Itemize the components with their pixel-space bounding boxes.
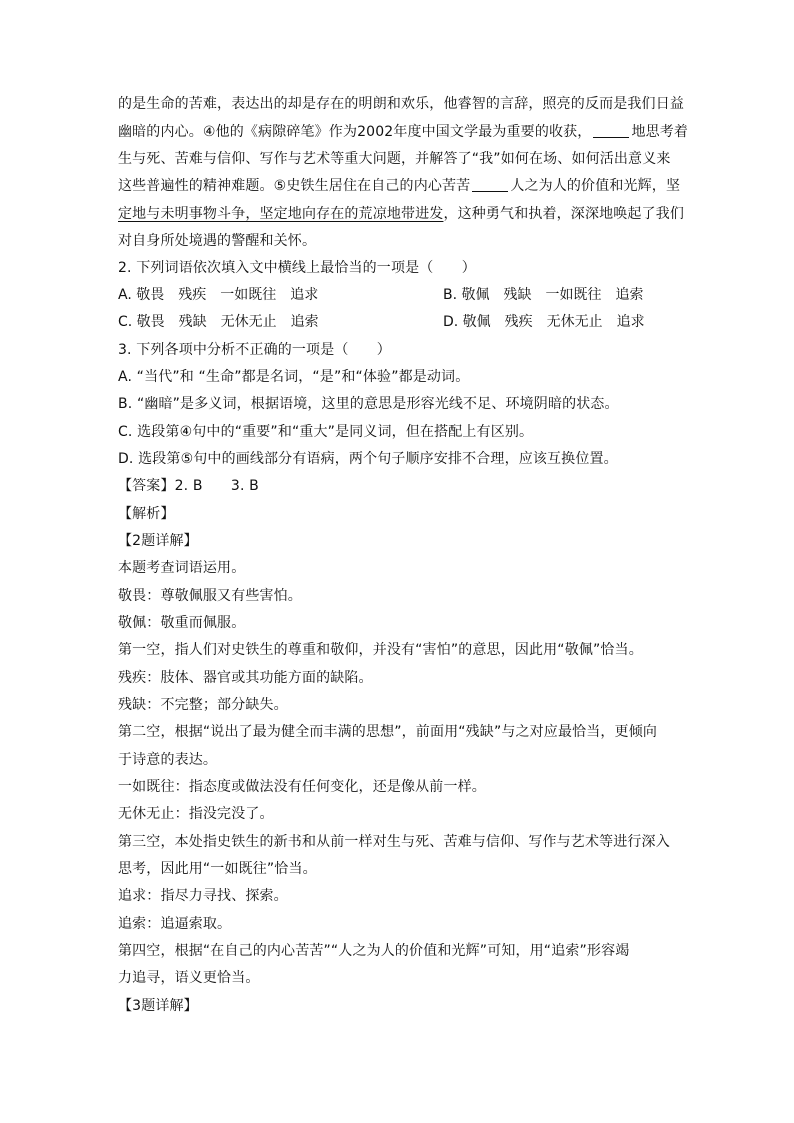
answer-line: 【答案】2. B 3. B (118, 478, 259, 494)
explanation-line: 敬畏：尊敬佩服又有些害怕。 (118, 588, 302, 604)
passage-line (118, 122, 689, 142)
option-a: A. “当代”和 “生命”都是名词，“是”和“体验”都是动词。 (118, 369, 470, 385)
passage-text: 的是生命的苦难，表达出的却是存在的明朗和欢乐，他睿智的言辞，照亮的反而是我们日益 (118, 96, 684, 112)
explanation-line: 一如既往：指态度或做法没有任何变化，还是像从前一样。 (118, 779, 486, 795)
explanation-line: 无休无止：指没完没了。 (118, 806, 274, 822)
question-2-detail-heading: 【2题详解】 (118, 533, 198, 549)
explanation-line: 第三空，本处指史铁生的新书和从前一样对生与死、苦难与信仰、写作与艺术等进行深入 (118, 834, 670, 850)
question-2-options-row-1 (0, 285, 794, 305)
explanation-line: 追索：追逼索取。 (118, 916, 232, 932)
passage-text: 人之为人的价值和光辉，坚 (510, 178, 681, 194)
passage-text: 这些普遍性的精神难题。⑤史铁生居住在自己的内心苦苦 (118, 178, 471, 194)
option-b: B. “幽暗”是多义词，根据语境，这里的意思是形容光线不足、环境阴暗的状态。 (118, 396, 619, 412)
explanation-line: 第四空，根据“在自己的内心苦苦”“人之为人的价值和光辉”可知，用“追索”形容竭 (118, 943, 630, 959)
analysis-heading: 【解析】 (118, 506, 175, 522)
option-c: C. 敬畏 残缺 无休无止 追索 (118, 314, 319, 330)
explanation-line: 追求：指尽力寻找、探索。 (118, 888, 288, 904)
option-d: D. 敬佩 残疾 无休无止 追求 (443, 314, 645, 330)
passage-line (118, 176, 681, 196)
underlined-sentence: 定地与未明事物斗争，坚定地向存在的荒凉地带进发 (118, 206, 444, 222)
fill-blank (472, 177, 508, 192)
option-c: C. 选段第④句中的“重要”和“重大”是同义词，但在搭配上有区别。 (118, 424, 534, 440)
explanation-line: 思考，因此用“一如既往”恰当。 (118, 861, 317, 877)
explanation-line: 残疾：肢体、器官或其功能方面的缺陷。 (118, 670, 373, 686)
explanation-line: 于诗意的表达。 (118, 752, 218, 768)
passage-text: 生与死、苦难与信仰、写作与艺术等重大问题，并解答了“我”如何在场、如何活出意义来 (118, 151, 671, 167)
passage-line (118, 149, 678, 169)
option-a: A. 敬畏 残疾 一如既往 追求 (118, 287, 319, 303)
passage-line (118, 204, 685, 224)
explanation-line: 本题考查词语运用。 (118, 560, 246, 576)
option-d: D. 选段第⑤句中的画线部分有语病，两个句子顺序安排不合理，应该互换位置。 (118, 451, 618, 467)
passage-text: ，这种勇气和执着，深深地唤起了我们 (443, 206, 685, 222)
question-3-detail-heading: 【3题详解】 (118, 998, 198, 1014)
explanation-line: 第二空，根据“说出了最为健全而丰满的思想”，前面用“残缺”与之对应最恰当，更倾向 (118, 724, 658, 740)
question-2-stem: 2. 下列词语依次填入文中横线上最恰当的一项是（ ） (118, 260, 476, 276)
passage-text: 对自身所处境遇的警醒和关怀。 (118, 233, 317, 249)
explanation-line: 敬佩：敬重而佩服。 (118, 615, 246, 631)
passage-line (118, 231, 678, 251)
explanation-line: 力追寻，语义更恰当。 (118, 970, 260, 986)
fill-blank (593, 123, 629, 138)
option-b: B. 敬佩 残缺 一如既往 追索 (443, 287, 644, 303)
explanation-line: 残缺：不完整；部分缺失。 (118, 697, 288, 713)
explanation-line: 第一空，指人们对史铁生的尊重和敬仰，并没有“害怕”的意思，因此用“敬佩”恰当。 (118, 642, 643, 658)
passage-text: 地思考着 (631, 124, 689, 140)
passage-text: 幽暗的内心。④他的《病隙碎笔》作为2002年度中国文学最为重要的收获， (118, 124, 592, 140)
question-3-stem: 3. 下列各项中分析不正确的一项是（ ） (118, 342, 391, 358)
question-2-options-row-2 (0, 312, 794, 332)
passage-line (118, 94, 684, 114)
